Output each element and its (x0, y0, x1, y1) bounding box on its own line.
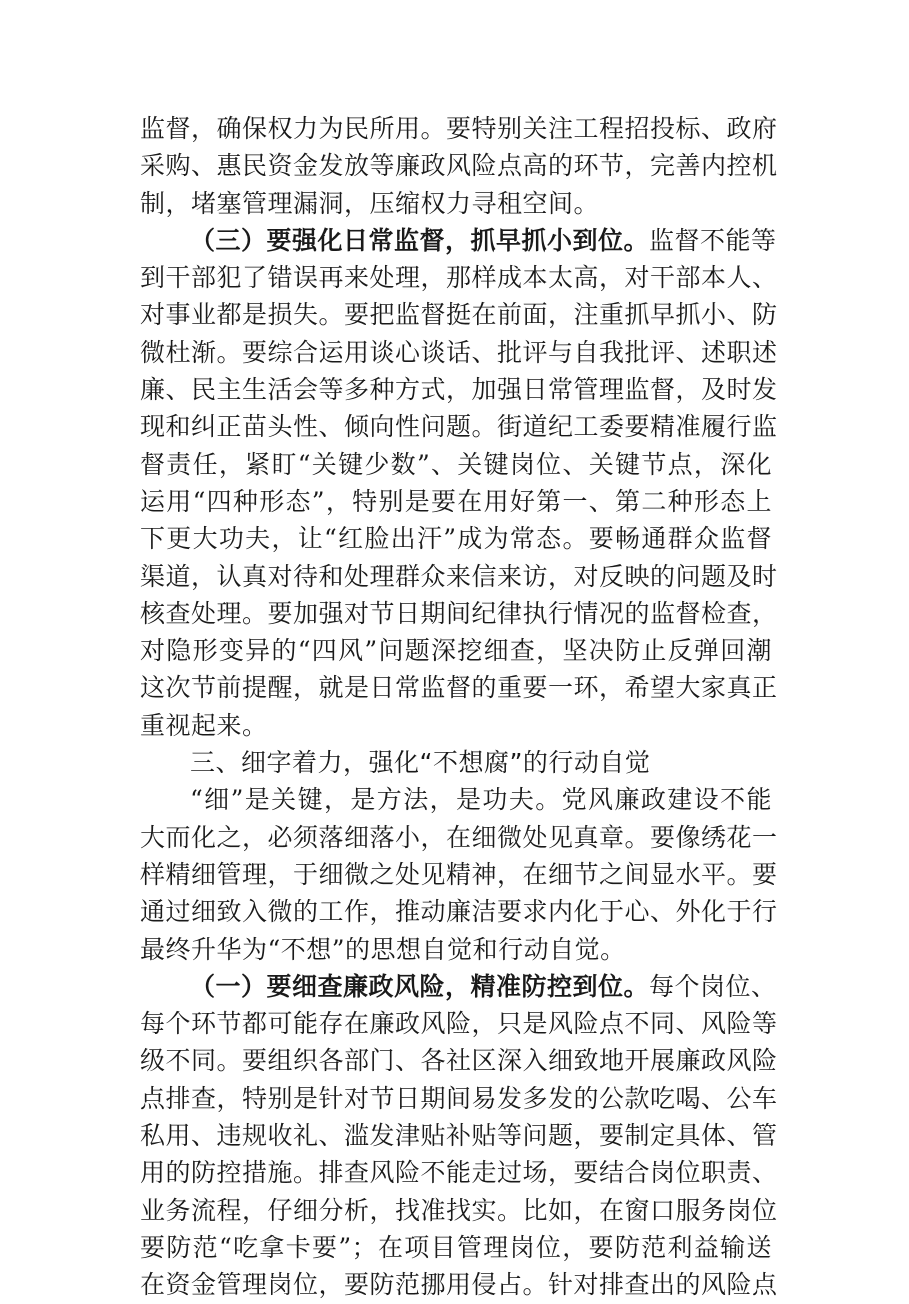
text-line: 微杜渐。要综合运用谈心谈话、批评与自我批评、述职述 (140, 337, 778, 367)
paragraph-start-line (140, 222, 777, 259)
text-line: 要防范“吃拿卡要”；在项目管理岗位，要防范利益输送 (140, 1232, 772, 1262)
text-line: 下更大功夫，让“红脸出汗”成为常态。要畅通群众监督 (140, 524, 772, 554)
text-line: 用的防控措施。排查风险不能走过场，要结合岗位职责、 (140, 1158, 778, 1188)
text-line: 最终升华为“不想”的思想自觉和行动自觉。 (140, 934, 626, 964)
text-line: 督责任，紧盯“关键少数”、关键岗位、关键节点，深化 (140, 449, 772, 479)
text-line: 点排查，特别是针对节日期间易发多发的公款吃喝、公车 (140, 1083, 778, 1113)
text-line: 通过细致入微的工作，推动廉洁要求内化于心、外化于行 (140, 897, 778, 927)
text-line: 这次节前提醒，就是日常监督的重要一环，希望大家真正 (140, 673, 778, 703)
section-heading: 三、细字着力，强化“不想腐”的行动自觉 (190, 748, 651, 778)
text-line: 核查处理。要加强对节日期间纪律执行情况的监督检查， (140, 598, 778, 628)
text-line: 对事业都是损失。要把监督挺在前面，注重抓早抓小、防 (140, 300, 778, 330)
text-run: 每个岗位、 (649, 971, 777, 1001)
subsection-heading: （一）要细查廉政风险，精准防控到位。 (190, 971, 650, 1001)
paragraph-start-line: “细”是关键，是方法，是功夫。党风廉政建设不能 (190, 785, 772, 815)
text-line: 制，堵塞管理漏洞，压缩权力寻租空间。 (140, 188, 600, 218)
paragraph-start-line (140, 968, 777, 1005)
text-line: 私用、违规收礼、滥发津贴补贴等问题，要制定具体、管 (140, 1121, 778, 1151)
text-line: 运用“四种形态”，特别是要在用好第一、第二种形态上 (140, 486, 772, 516)
text-line: 样精细管理，于细微之处见精神，在细节之间显水平。要 (140, 859, 778, 889)
text-line: 在资金管理岗位，要防范挪用侵占。针对排查出的风险点 (140, 1270, 778, 1300)
text-line: 大而化之，必须落细落小，在细微处见真章。要像绣花一 (140, 822, 778, 852)
text-line: 渠道，认真对待和处理群众来信来访，对反映的问题及时 (140, 561, 778, 591)
text-line: 重视起来。 (140, 710, 268, 740)
text-line: 对隐形变异的“四风”问题深挖细查，坚决防止反弹回潮 (140, 636, 772, 666)
document-body (140, 110, 778, 1304)
text-line: 监督，确保权力为民所用。要特别关注工程招投标、政府 (140, 114, 778, 143)
text-line: 业务流程，仔细分析，找准找实。比如，在窗口服务岗位 (140, 1195, 778, 1225)
text-line: 廉、民主生活会等多种方式，加强日常管理监督，及时发 (140, 375, 778, 405)
text-line: 到干部犯了错误再来处理，那样成本太高，对干部本人、 (140, 263, 778, 293)
subsection-heading: （三）要强化日常监督，抓早抓小到位。 (190, 225, 650, 255)
text-line: 采购、惠民资金发放等廉政风险点高的环节，完善内控机 (140, 151, 778, 181)
text-run: 监督不能等 (649, 225, 777, 255)
text-line: 每个环节都可能存在廉政风险，只是风险点不同、风险等 (140, 1009, 778, 1039)
text-line: 现和纠正苗头性、倾向性问题。街道纪工委要精准履行监 (140, 412, 778, 442)
text-line: 级不同。要组织各部门、各社区深入细致地开展廉政风险 (140, 1046, 778, 1076)
